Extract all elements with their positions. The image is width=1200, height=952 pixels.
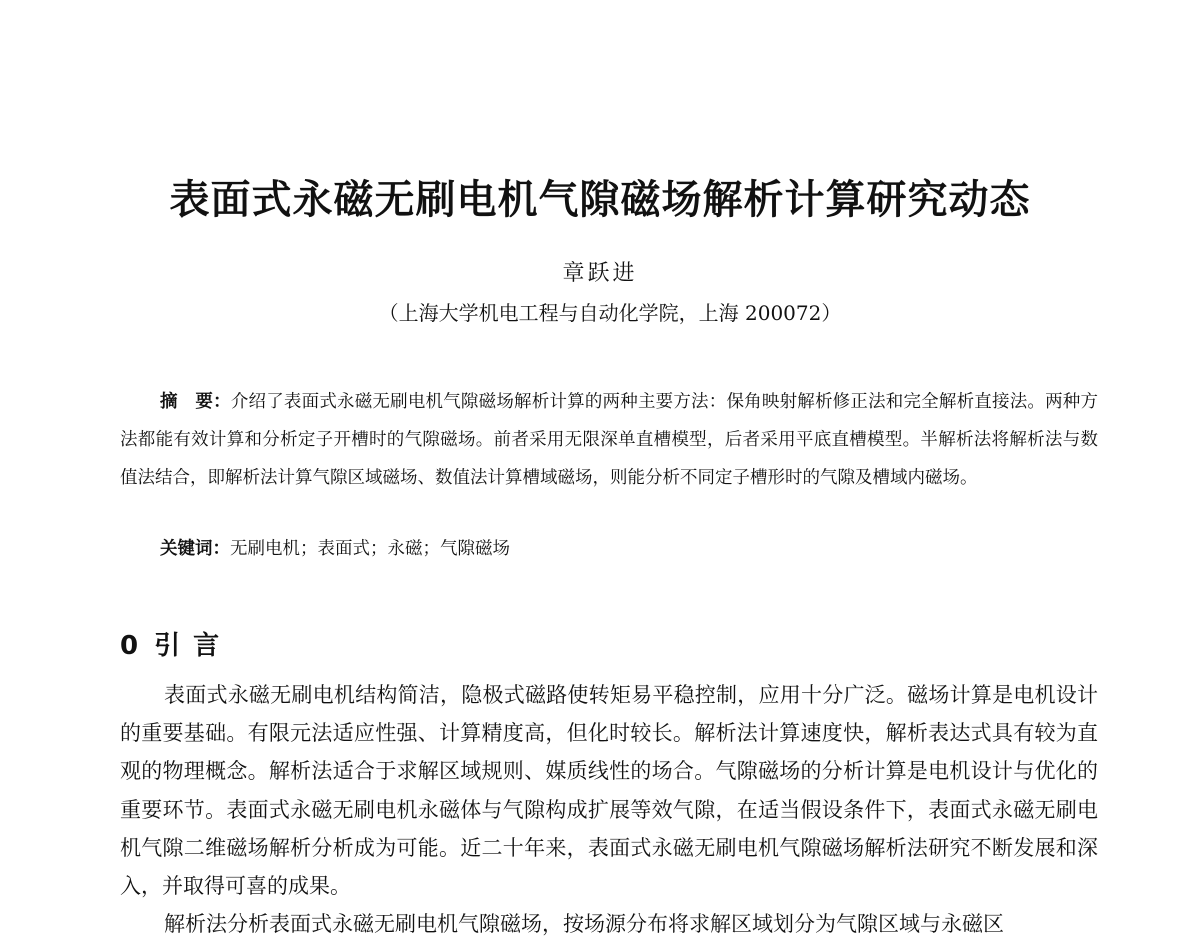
section-title: 引 言 xyxy=(154,631,222,661)
body-paragraph: 解析法分析表面式永磁无刷电机气隙磁场，按场源分布将求解区域划分为气隙区域与永磁区 xyxy=(164,912,1004,937)
keywords-label: 关键词： xyxy=(160,539,230,559)
abstract xyxy=(120,383,1098,497)
author-affiliation: （上海大学机电工程与自动化学院，上海 200072） xyxy=(378,301,842,325)
abstract-label: 摘 要： xyxy=(160,392,231,412)
keywords-text: 无刷电机；表面式；永磁；气隙磁场 xyxy=(230,539,510,559)
paper-title: 表面式永磁无刷电机气隙磁场解析计算研究动态 xyxy=(169,177,1031,223)
author-name: 章跃进 xyxy=(562,261,638,286)
section-number: 0 xyxy=(120,631,141,661)
body-paragraph: 表面式永磁无刷电机结构简洁，隐极式磁路使转矩易平稳控制，应用十分广泛。磁场计算是电机设计的重要基础。有限元法适应性强、计算精度高，但化时较长。解析法计算速度快，解析表达式具有较为直观的物理概念。解析法适合于求解区域规则、媒质线性的场合。气隙磁场的分析计算是电机设计与优化的重要环节。表面式永磁无刷电机永磁体与气隙构成扩展等效气隙，在适当假设条件下，表面式永磁无刷电机气隙二维磁场解析分析成为可能。近二十年来，表面式永磁无刷电机气隙磁场解析法研究不断发展和深入，并取得可喜的成果。 xyxy=(120,683,1098,899)
keywords xyxy=(160,532,1098,566)
body-text xyxy=(120,676,1098,943)
abstract-text: 介绍了表面式永磁无刷电机气隙磁场解析计算的两种主要方法：保角映射解析修正法和完全解析直接法。两种方法都能有效计算和分析定子开槽时的气隙磁场。前者采用无限深单直槽模型，后者采用平底直槽模型。半解析法将解析法与数值法结合，即解析法计算气隙区域磁场、数值法计算槽域磁场，则能分析不同定子槽形时的气隙及槽域内磁场。 xyxy=(120,392,1099,488)
section-heading-introduction xyxy=(120,626,221,666)
